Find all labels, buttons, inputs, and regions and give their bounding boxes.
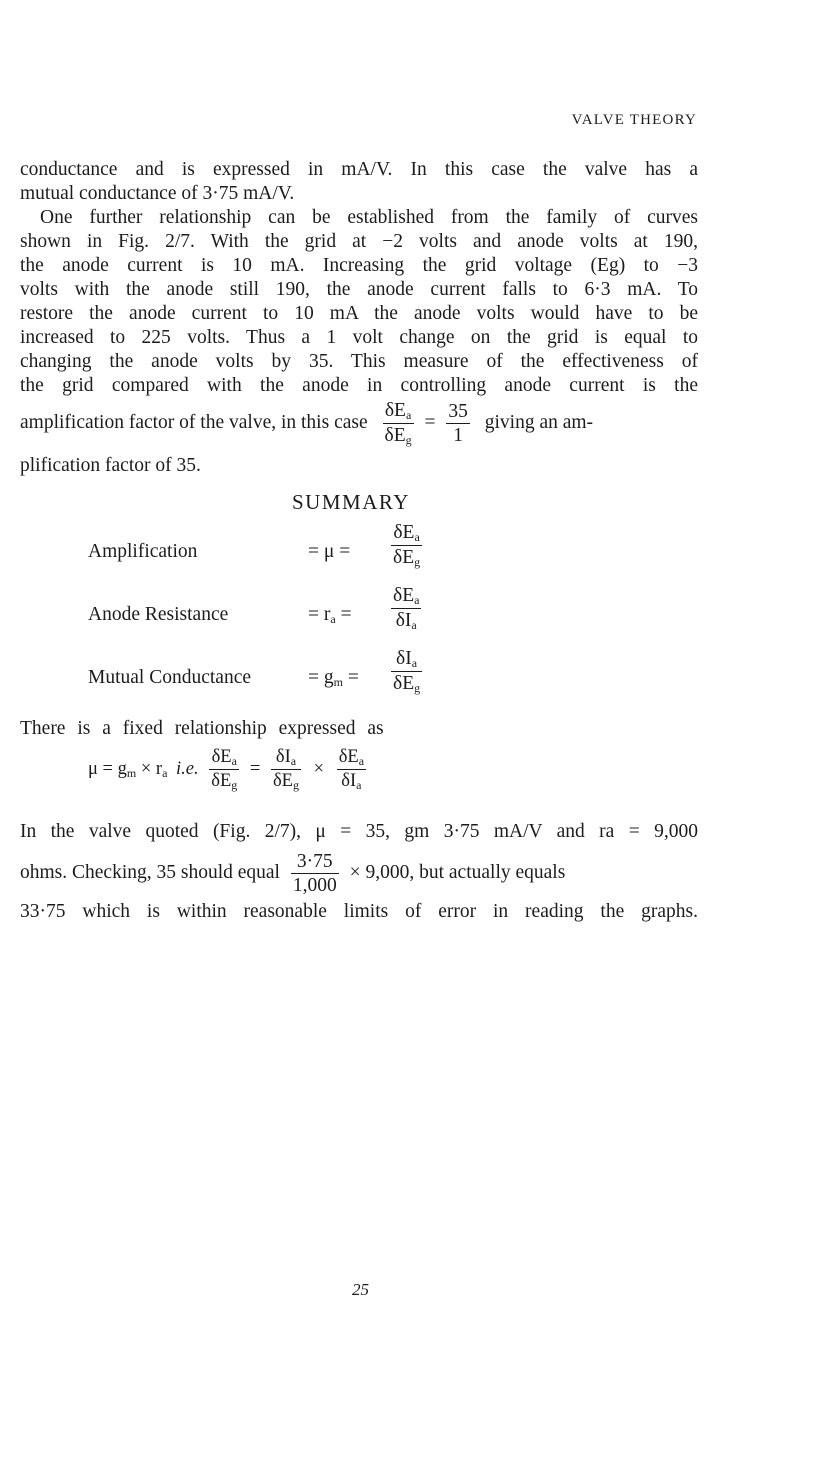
fraction-numerator: $\delta E_a$ (391, 523, 422, 546)
summary-fraction (391, 586, 421, 631)
summary-fraction (391, 649, 422, 694)
times-sign: × (313, 759, 325, 779)
fraction-numerator: $\delta I_a$ (271, 748, 301, 770)
amplification-text: amplification factor of the valve, in this case (20, 412, 368, 433)
summary-label: Amplification (88, 541, 198, 562)
fraction-denominator: $\delta E_g$ (211, 771, 238, 793)
paragraph-1-line-2: mutual conductance of 3·75 mA/V. (20, 183, 295, 204)
summary-fraction (391, 523, 422, 568)
fraction-numerator: 3·75 (291, 852, 339, 875)
summary-label: Anode Resistance (88, 604, 229, 625)
fraction-denominator: $\delta E_g$ (272, 771, 299, 793)
fraction-numerator: 35 (446, 402, 470, 425)
closing-text-end: × 9,000, but actually equals (349, 862, 566, 883)
fraction-denominator: 1,000 (292, 875, 337, 897)
closing-line-1: In the valve quoted (Fig. 2/7), μ = 35, gm 3·75 mA/V and ra = 9,000 (20, 821, 698, 842)
fraction-denominator: 1 (453, 425, 463, 447)
amplification-line (20, 398, 698, 448)
summary-equation: = μ = (308, 541, 351, 562)
fraction-denominator: $\delta E_g$ (393, 547, 421, 569)
summary-label: Mutual Conductance (88, 667, 251, 688)
equals-sign: = (424, 412, 436, 433)
fraction-35-1 (446, 402, 470, 446)
relationship-ie: i.e. (176, 759, 199, 779)
closing-text: ohms. Checking, 35 should equal (20, 862, 280, 883)
amplification-line-end: plification factor of 35. (20, 455, 201, 476)
closing-fraction (291, 852, 339, 896)
fraction-denominator: $\delta I_a$ (341, 771, 362, 793)
relationship-fraction-3 (337, 748, 366, 791)
relationship-fraction-2 (271, 748, 301, 791)
paragraph-2-line-5: restore the anode current to 10 mA the anode volts would have to be (20, 303, 698, 324)
fraction-numerator: $\delta E_a$ (383, 401, 414, 424)
amplification-text-end: giving an am- (484, 412, 594, 433)
summary-equation: = $r_a$ = (308, 604, 352, 626)
equals-sign: = (249, 759, 261, 779)
summary-row-anode-resistance (88, 586, 448, 646)
page-number: 25 (352, 1280, 369, 1299)
paragraph-2-line-8: the grid compared with the anode in controlling anode current is the (20, 375, 698, 396)
closing-line-2 (20, 848, 698, 898)
relationship-fraction-1 (209, 748, 239, 791)
fraction-dEa-dEg (383, 401, 414, 446)
paragraph-2-line-1: One further relationship can be established from the family of curves (40, 207, 698, 228)
fraction-numerator: $\delta E_a$ (393, 585, 420, 607)
fraction-denominator: $\delta I_a$ (395, 610, 417, 632)
summary-row-amplification (88, 523, 448, 583)
paragraph-2-line-4: volts with the anode still 190, the anode current falls to 6·3 mA. To (20, 279, 698, 300)
paragraph-1-line-1: conductance and is expressed in mA/V. In this case the valve has a (20, 159, 698, 180)
fraction-denominator: $\delta E_g$ (393, 673, 421, 695)
fraction-numerator: $\delta E_a$ (338, 747, 365, 769)
relationship-intro: There is a fixed relationship expressed as (20, 718, 384, 739)
paragraph-2-line-6: increased to 225 volts. Thus a 1 volt change on the grid is equal to (20, 327, 698, 348)
paragraph-2-line-2: shown in Fig. 2/7. With the grid at −2 volts and anode volts at 190, (20, 231, 698, 252)
closing-line-3: 33·75 which is within reasonable limits of error in reading the graphs. (20, 901, 698, 922)
relationship-equation (88, 744, 488, 794)
summary-equation: = $g_m$ = (308, 667, 359, 689)
paragraph-2-line-3: the anode current is 10 mA. Increasing the grid voltage (Eg) to −3 (20, 255, 698, 276)
fraction-numerator: $\delta E_a$ (209, 748, 239, 770)
paragraph-2-line-7: changing the anode volts by 35. This measure of the effectiveness of (20, 351, 698, 372)
summary-title: SUMMARY (292, 490, 410, 514)
summary-row-mutual-conductance (88, 649, 448, 709)
running-header: VALVE THEORY (571, 112, 697, 128)
fraction-denominator: $\delta E_g$ (384, 425, 412, 448)
relationship-lhs: $\mu = g_m \times r_a$ (88, 759, 168, 780)
fraction-numerator: $\delta I_a$ (391, 649, 422, 672)
